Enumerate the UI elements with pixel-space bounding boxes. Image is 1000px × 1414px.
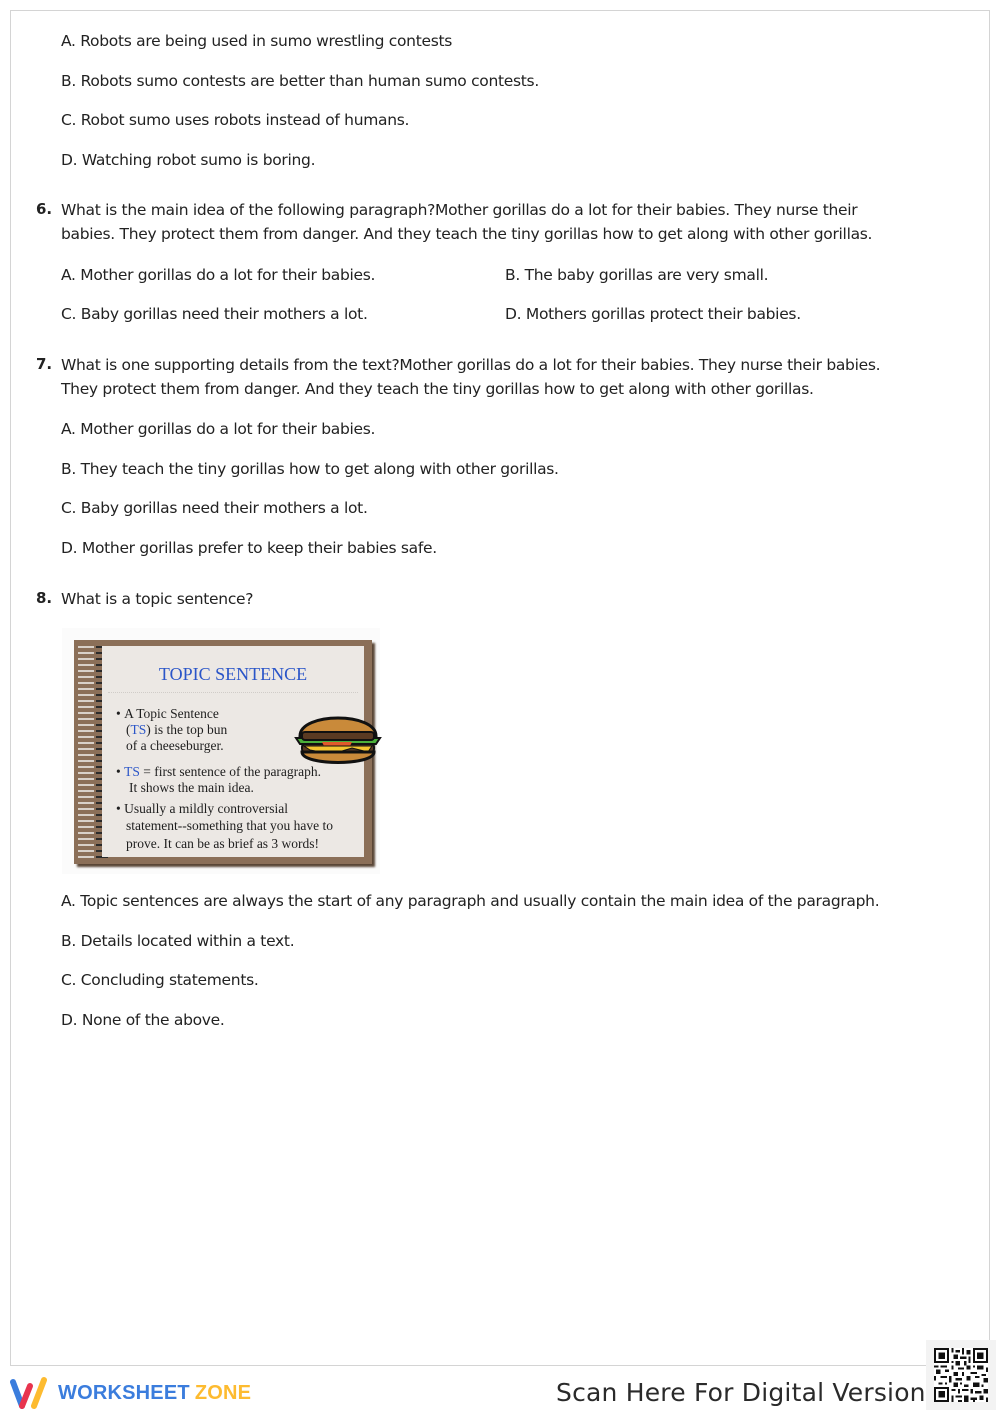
notebook-board bbox=[74, 640, 372, 864]
bullet3-line2: statement--something that you have to bbox=[126, 818, 333, 833]
image-title: TOPIC SENTENCE bbox=[158, 664, 308, 684]
q8-option-c[interactable]: C. Concluding statements. bbox=[61, 971, 259, 989]
q7-text bbox=[61, 353, 880, 401]
q6-number: 6. bbox=[36, 200, 53, 218]
q7-text-line1: What is one supporting details from the text?Mother gorillas do a lot for their babies. They nurse their babies. bbox=[61, 356, 881, 374]
q6-text bbox=[61, 198, 872, 246]
q8-text: What is a topic sentence? bbox=[61, 590, 254, 608]
bullet1-line1: • A Topic Sentence bbox=[116, 706, 219, 721]
bullet1-line3: of a cheeseburger. bbox=[126, 738, 224, 753]
q6-option-c[interactable]: C. Baby gorillas need their mothers a lot. bbox=[61, 305, 368, 323]
q7-option-d[interactable]: D. Mother gorillas prefer to keep their babies safe. bbox=[61, 539, 437, 557]
title-divider bbox=[108, 692, 358, 693]
worksheetzone-logo-icon bbox=[10, 1376, 52, 1410]
qr-code[interactable] bbox=[926, 1340, 996, 1410]
bullet1-line2: (TS) is the top bun bbox=[126, 722, 228, 737]
q5-option-c[interactable]: C. Robot sumo uses robots instead of humans. bbox=[61, 111, 410, 129]
q5-option-b[interactable]: B. Robots sumo contests are better than human sumo contests. bbox=[61, 72, 539, 90]
logo-word-zone: ZONE bbox=[194, 1381, 252, 1404]
bullet3-line1: • Usually a mildly controversial bbox=[116, 801, 288, 816]
q6-option-a[interactable]: A. Mother gorillas do a lot for their babies. bbox=[61, 266, 376, 284]
q5-option-a[interactable]: A. Robots are being used in sumo wrestling contests bbox=[61, 32, 453, 50]
q7-option-a[interactable]: A. Mother gorillas do a lot for their babies. bbox=[61, 420, 376, 438]
q7-option-c[interactable]: C. Baby gorillas need their mothers a lot. bbox=[61, 499, 368, 517]
topic-sentence-image bbox=[62, 628, 380, 874]
q5-option-d[interactable]: D. Watching robot sumo is boring. bbox=[61, 151, 316, 169]
bullet2-line1: • TS = first sentence of the paragraph. bbox=[116, 764, 322, 779]
q8-option-d[interactable]: D. None of the above. bbox=[61, 1011, 225, 1029]
cheeseburger-icon bbox=[292, 706, 384, 768]
q8-option-b[interactable]: B. Details located within a text. bbox=[61, 932, 295, 950]
q7-text-line2: They protect them from danger. And they teach the tiny gorillas how to get along with other gorillas. bbox=[61, 380, 814, 398]
q7-number: 7. bbox=[36, 355, 53, 373]
logo-word-worksheet: WORKSHEET bbox=[58, 1381, 190, 1404]
qr-code-icon bbox=[934, 1348, 988, 1402]
q6-option-d[interactable]: D. Mothers gorillas protect their babies. bbox=[505, 305, 801, 323]
worksheetzone-logo[interactable] bbox=[10, 1376, 251, 1410]
q7-option-b[interactable]: B. They teach the tiny gorillas how to get along with other gorillas. bbox=[61, 460, 559, 478]
q6-text-line1: What is the main idea of the following paragraph?Mother gorillas do a lot for their babies. They nurse their bbox=[61, 201, 858, 219]
q6-option-b[interactable]: B. The baby gorillas are very small. bbox=[505, 266, 769, 284]
scan-instruction: Scan Here For Digital Version bbox=[556, 1378, 926, 1407]
bullet3-line3: prove. It can be as brief as 3 words! bbox=[126, 836, 320, 851]
notebook-paper bbox=[102, 646, 364, 857]
bullet2-line2: It shows the main idea. bbox=[129, 780, 254, 795]
q6-text-line2: babies. They protect them from danger. And they teach the tiny gorillas how to get along with other gorillas. bbox=[61, 225, 873, 243]
q8-option-a[interactable]: A. Topic sentences are always the start of any paragraph and usually contain the main idea of the paragraph. bbox=[61, 892, 880, 910]
q8-number: 8. bbox=[36, 589, 53, 607]
